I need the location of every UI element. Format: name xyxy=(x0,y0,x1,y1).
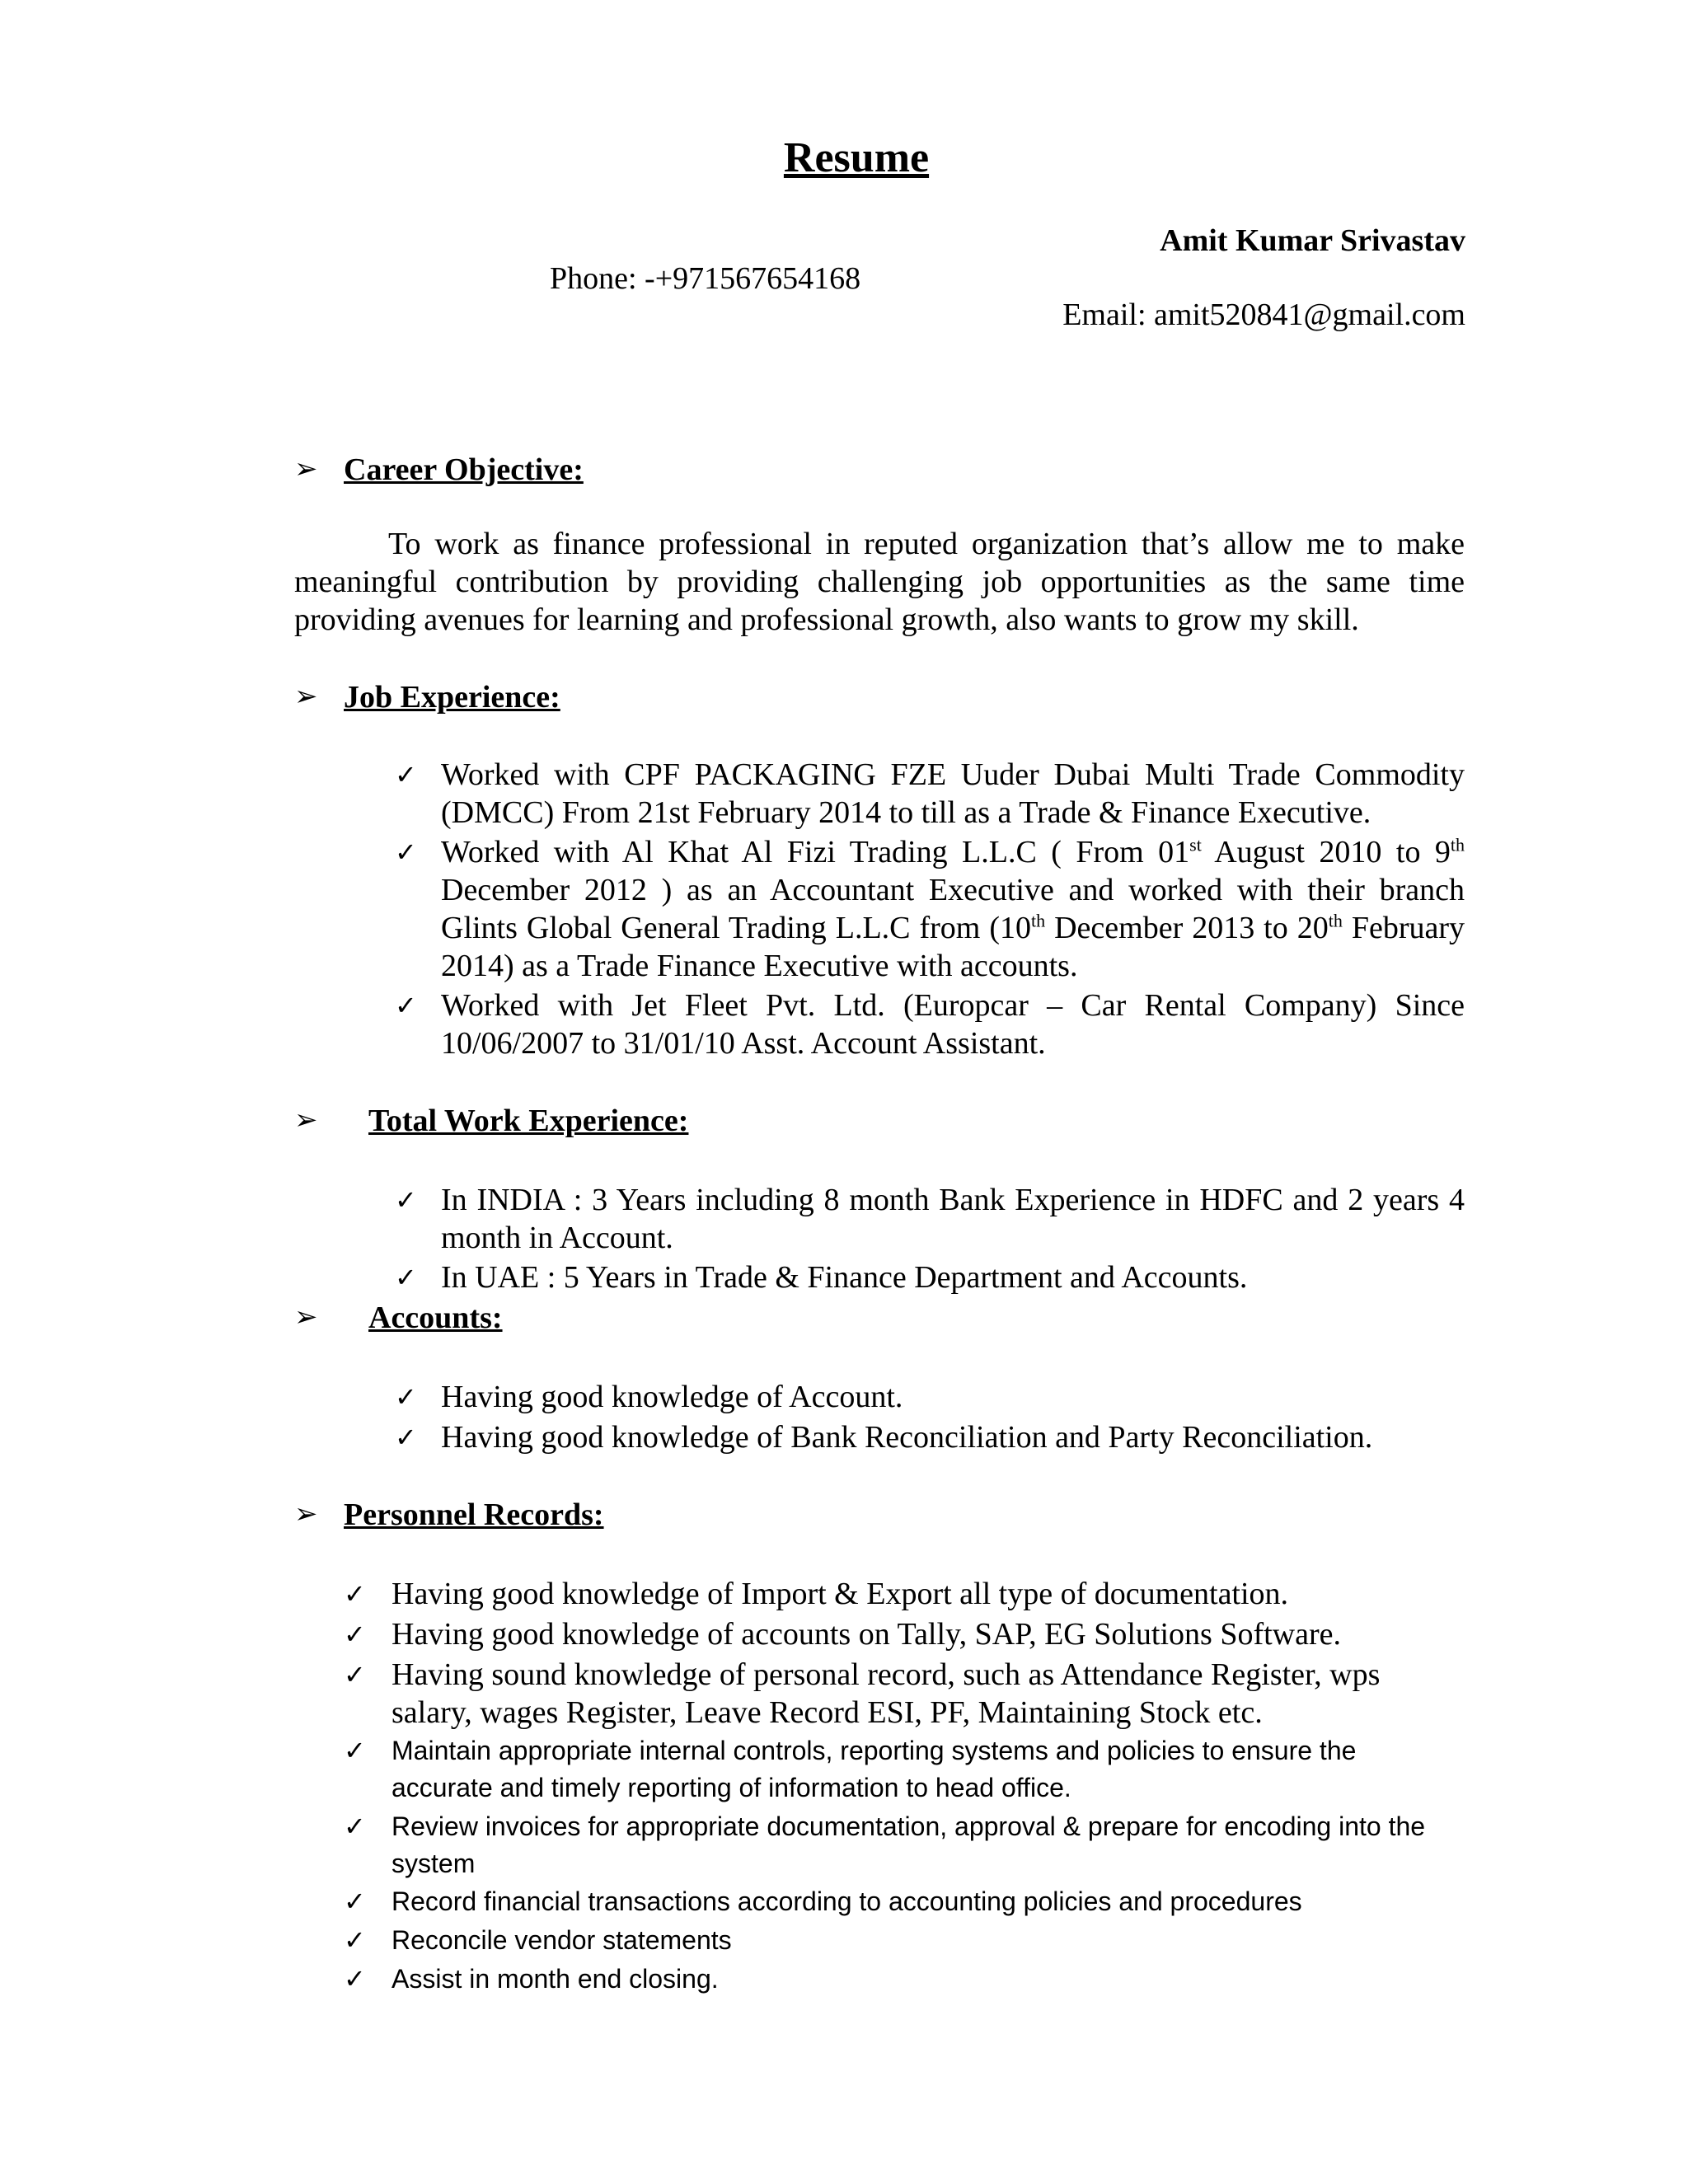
career-objective-heading xyxy=(294,451,789,489)
checkmark-icon: ✓ xyxy=(344,1578,366,1610)
heading-text: Personnel Records: xyxy=(344,1497,604,1532)
career-objective-text xyxy=(294,525,1465,639)
heading-text: Job Experience: xyxy=(344,680,560,715)
checkmark-icon: ✓ xyxy=(395,837,417,868)
candidate-name: Amit Kumar Srivastav xyxy=(1160,223,1465,258)
checkmark-icon: ✓ xyxy=(344,1619,366,1650)
page-title: Resume xyxy=(783,134,930,181)
personnel-item-text: Having sound knowledge of personal record, such as Attendance Register, wps salary, wages Register, Leave Record ESI, PF, Maintaining Stock etc. xyxy=(392,1657,1381,1730)
heading-text: Accounts: xyxy=(368,1301,503,1335)
arrow-bullet-icon: ➢ xyxy=(294,1499,318,1530)
list-item xyxy=(344,1961,1498,1998)
personnel-item-text: Maintain appropriate internal controls, reporting systems and policies to ensure the accurate and timely reporting of information to head office. xyxy=(392,1736,1357,1802)
list-item xyxy=(344,1922,1498,1959)
list-item xyxy=(344,1575,1498,1613)
email-address: Email: amit520841@gmail.com xyxy=(1062,298,1465,332)
checkmark-icon: ✓ xyxy=(344,1963,366,1994)
checkmark-icon: ✓ xyxy=(395,759,417,790)
checkmark-icon: ✓ xyxy=(344,1735,366,1766)
personnel-item-text: Having good knowledge of Import & Export all type of documentation. xyxy=(392,1577,1289,1611)
list-item xyxy=(395,987,1466,1062)
personnel-item-text: Record financial transactions according to accounting policies and procedures xyxy=(392,1886,1302,1916)
job-experience-heading xyxy=(294,678,789,716)
checkmark-icon: ✓ xyxy=(344,1811,366,1842)
list-item xyxy=(395,1258,1466,1296)
accounts-item-text: Having good knowledge of Bank Reconciliation and Party Reconciliation. xyxy=(441,1420,1373,1455)
checkmark-icon: ✓ xyxy=(395,1184,417,1216)
heading-text: Career Objective: xyxy=(344,452,584,487)
total-work-experience-heading xyxy=(294,1102,871,1140)
checkmark-icon: ✓ xyxy=(344,1924,366,1956)
checkmark-icon: ✓ xyxy=(395,1381,417,1413)
list-item xyxy=(344,1808,1498,1882)
career-objective-body: To work as finance professional in reputed organization that’s allow me to make meaningful contribution by providing challenging job opportunities as the same time providing avenues for learning and professional growth, also wants to grow my skill. xyxy=(294,527,1465,637)
checkmark-icon: ✓ xyxy=(395,1262,417,1293)
personnel-item-text: Assist in month end closing. xyxy=(392,1964,719,1994)
total-item-text: In UAE : 5 Years in Trade & Finance Department and Accounts. xyxy=(441,1260,1248,1295)
arrow-bullet-icon: ➢ xyxy=(294,1105,318,1136)
personnel-item-text: Review invoices for appropriate documentation, approval & prepare for encoding into the system xyxy=(392,1811,1426,1878)
arrow-bullet-icon: ➢ xyxy=(294,454,318,485)
arrow-bullet-icon: ➢ xyxy=(294,682,318,712)
list-item xyxy=(395,1378,1466,1416)
list-item xyxy=(395,833,1466,985)
checkmark-icon: ✓ xyxy=(344,1886,366,1917)
personnel-records-heading xyxy=(294,1496,789,1534)
personnel-item-text: Reconcile vendor statements xyxy=(392,1925,732,1955)
list-item xyxy=(395,756,1466,832)
list-item xyxy=(395,1418,1466,1456)
list-item xyxy=(344,1656,1498,1732)
accounts-heading xyxy=(294,1299,789,1337)
job-item-text: Worked with CPF PACKAGING FZE Uuder Dubai Multi Trade Commodity (DMCC) From 21st February 2014 to till as a Trade & Finance Executive. xyxy=(441,757,1465,830)
personnel-item-text: Having good knowledge of accounts on Tally, SAP, EG Solutions Software. xyxy=(392,1617,1342,1652)
arrow-bullet-icon: ➢ xyxy=(294,1302,318,1333)
list-item xyxy=(344,1732,1498,1807)
job-item-text: Worked with Al Khat Al Fizi Trading L.L.C ( From 01st August 2010 to 9th December 2012 ) as an Accountant Executive and worked with their branch Glints Global General Trading L.L.C from (10th December 2013 to 20th February 2014) as a Trade Finance Executive with accounts. xyxy=(441,834,1465,983)
list-item xyxy=(395,1181,1466,1257)
checkmark-icon: ✓ xyxy=(344,1659,366,1690)
phone-number: Phone: -+971567654168 xyxy=(550,261,861,296)
checkmark-icon: ✓ xyxy=(395,1422,417,1453)
checkmark-icon: ✓ xyxy=(395,990,417,1021)
accounts-item-text: Having good knowledge of Account. xyxy=(441,1380,903,1414)
job-item-text: Worked with Jet Fleet Pvt. Ltd. (Europcar – Car Rental Company) Since 10/06/2007 to 31/01/10 Asst. Account Assistant. xyxy=(441,988,1465,1061)
heading-text: Total Work Experience: xyxy=(368,1104,689,1138)
list-item xyxy=(344,1615,1498,1653)
total-item-text: In INDIA : 3 Years including 8 month Bank Experience in HDFC and 2 years 4 month in Account. xyxy=(441,1183,1465,1255)
list-item xyxy=(344,1883,1498,1920)
